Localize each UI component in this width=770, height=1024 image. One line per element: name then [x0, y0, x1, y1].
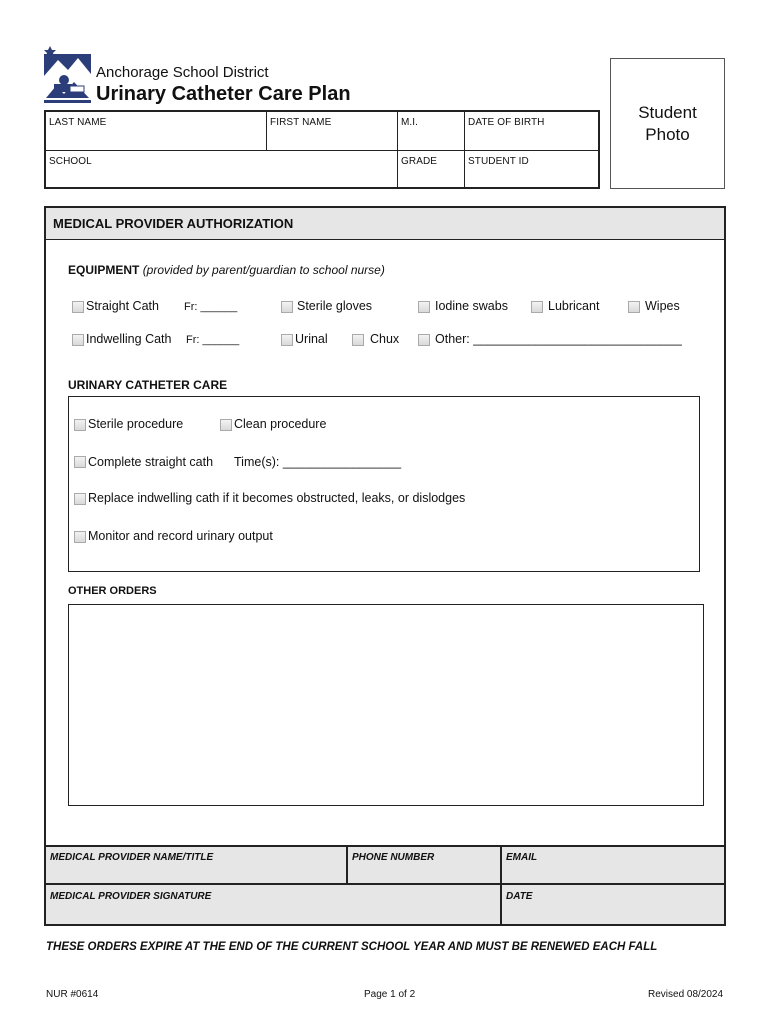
grade-label: GRADE — [401, 156, 438, 167]
photo-label-line1: Student — [638, 103, 697, 122]
authorization-title: MEDICAL PROVIDER AUTHORIZATION — [53, 216, 294, 231]
equipment-label: EQUIPMENT — [68, 263, 140, 277]
dob-field[interactable] — [465, 112, 598, 151]
indwelling-cath-label: Indwelling Cath — [86, 332, 172, 346]
sterile-procedure-label: Sterile procedure — [88, 417, 184, 431]
complete-straight-cath-checkbox[interactable] — [74, 456, 86, 468]
wipes-checkbox[interactable] — [628, 301, 640, 313]
district-logo — [44, 46, 91, 103]
replace-cath-label: Replace indwelling cath if it becomes obstructed, leaks, or dislodges — [88, 491, 466, 505]
mi-field[interactable] — [398, 112, 465, 151]
urinal-checkbox[interactable] — [281, 334, 293, 346]
indwelling-cath-fr[interactable]: Fr: ______ — [186, 334, 240, 346]
provider-name-field[interactable] — [44, 845, 348, 885]
district-name: Anchorage School District — [96, 64, 269, 81]
clean-procedure-checkbox[interactable] — [220, 419, 232, 431]
provider-signature-field[interactable] — [44, 883, 502, 926]
last-name-field[interactable] — [46, 112, 267, 151]
last-name-label: LAST NAME — [49, 117, 107, 128]
phone-number-label: PHONE NUMBER — [352, 852, 435, 863]
first-name-label: FIRST NAME — [270, 117, 332, 128]
mi-label: M.I. — [401, 117, 419, 128]
times-field[interactable]: Time(s): _________________ — [234, 455, 402, 469]
urinal-label: Urinal — [295, 332, 328, 346]
straight-cath-label: Straight Cath — [86, 299, 159, 313]
student-id-field[interactable] — [465, 151, 598, 187]
student-id-label: STUDENT ID — [468, 156, 529, 167]
page-title: Urinary Catheter Care Plan — [96, 83, 351, 105]
page-number: Page 1 of 2 — [364, 989, 416, 1000]
chux-label: Chux — [370, 332, 400, 346]
provider-name-label: MEDICAL PROVIDER NAME/TITLE — [50, 852, 214, 863]
lubricant-checkbox[interactable] — [531, 301, 543, 313]
revised-date: Revised 08/2024 — [648, 989, 724, 1000]
sterile-procedure-checkbox[interactable] — [74, 419, 86, 431]
monitor-output-checkbox[interactable] — [74, 531, 86, 543]
email-label: EMAIL — [506, 852, 538, 863]
monitor-output-label: Monitor and record urinary output — [88, 529, 273, 543]
equipment-note: (provided by parent/guardian to school nurse) — [142, 263, 385, 277]
school-label: SCHOOL — [49, 156, 92, 167]
chux-checkbox[interactable] — [352, 334, 364, 346]
complete-straight-cath-label: Complete straight cath — [88, 455, 214, 469]
replace-cath-checkbox[interactable] — [74, 493, 86, 505]
other-field[interactable]: Other: ______________________________ — [435, 332, 682, 346]
iodine-swabs-label: Iodine swabs — [435, 299, 508, 313]
care-title: URINARY CATHETER CARE — [68, 378, 228, 392]
student-photo-box — [610, 58, 725, 189]
equipment-heading — [68, 263, 385, 277]
lubricant-label: Lubricant — [548, 299, 600, 313]
district-logo-icon — [44, 46, 91, 103]
other-orders-textarea[interactable] — [68, 604, 704, 806]
clean-procedure-label: Clean procedure — [234, 417, 327, 431]
date-label: DATE — [506, 891, 533, 902]
email-field[interactable] — [500, 845, 726, 885]
indwelling-cath-checkbox[interactable] — [72, 334, 84, 346]
date-field[interactable] — [500, 883, 726, 926]
authorization-header — [46, 208, 724, 240]
expiration-notice: THESE ORDERS EXPIRE AT THE END OF THE CURRENT SCHOOL YEAR AND MUST BE RENEWED EACH FALL — [46, 941, 658, 953]
school-field[interactable] — [46, 151, 398, 187]
dob-label: DATE OF BIRTH — [468, 117, 545, 128]
student-info-grid — [44, 110, 600, 189]
other-checkbox[interactable] — [418, 334, 430, 346]
other-orders-title: OTHER ORDERS — [68, 585, 157, 597]
first-name-field[interactable] — [267, 112, 398, 151]
provider-signature-label: MEDICAL PROVIDER SIGNATURE — [50, 891, 212, 902]
straight-cath-fr[interactable]: Fr: ______ — [184, 301, 238, 313]
iodine-swabs-checkbox[interactable] — [418, 301, 430, 313]
wipes-label: Wipes — [645, 299, 680, 313]
photo-label-line2: Photo — [645, 125, 690, 144]
grade-field[interactable] — [398, 151, 465, 187]
sterile-gloves-label: Sterile gloves — [297, 299, 373, 313]
phone-number-field[interactable] — [346, 845, 502, 885]
form-number: NUR #0614 — [46, 989, 99, 1000]
sterile-gloves-checkbox[interactable] — [281, 301, 293, 313]
straight-cath-checkbox[interactable] — [72, 301, 84, 313]
